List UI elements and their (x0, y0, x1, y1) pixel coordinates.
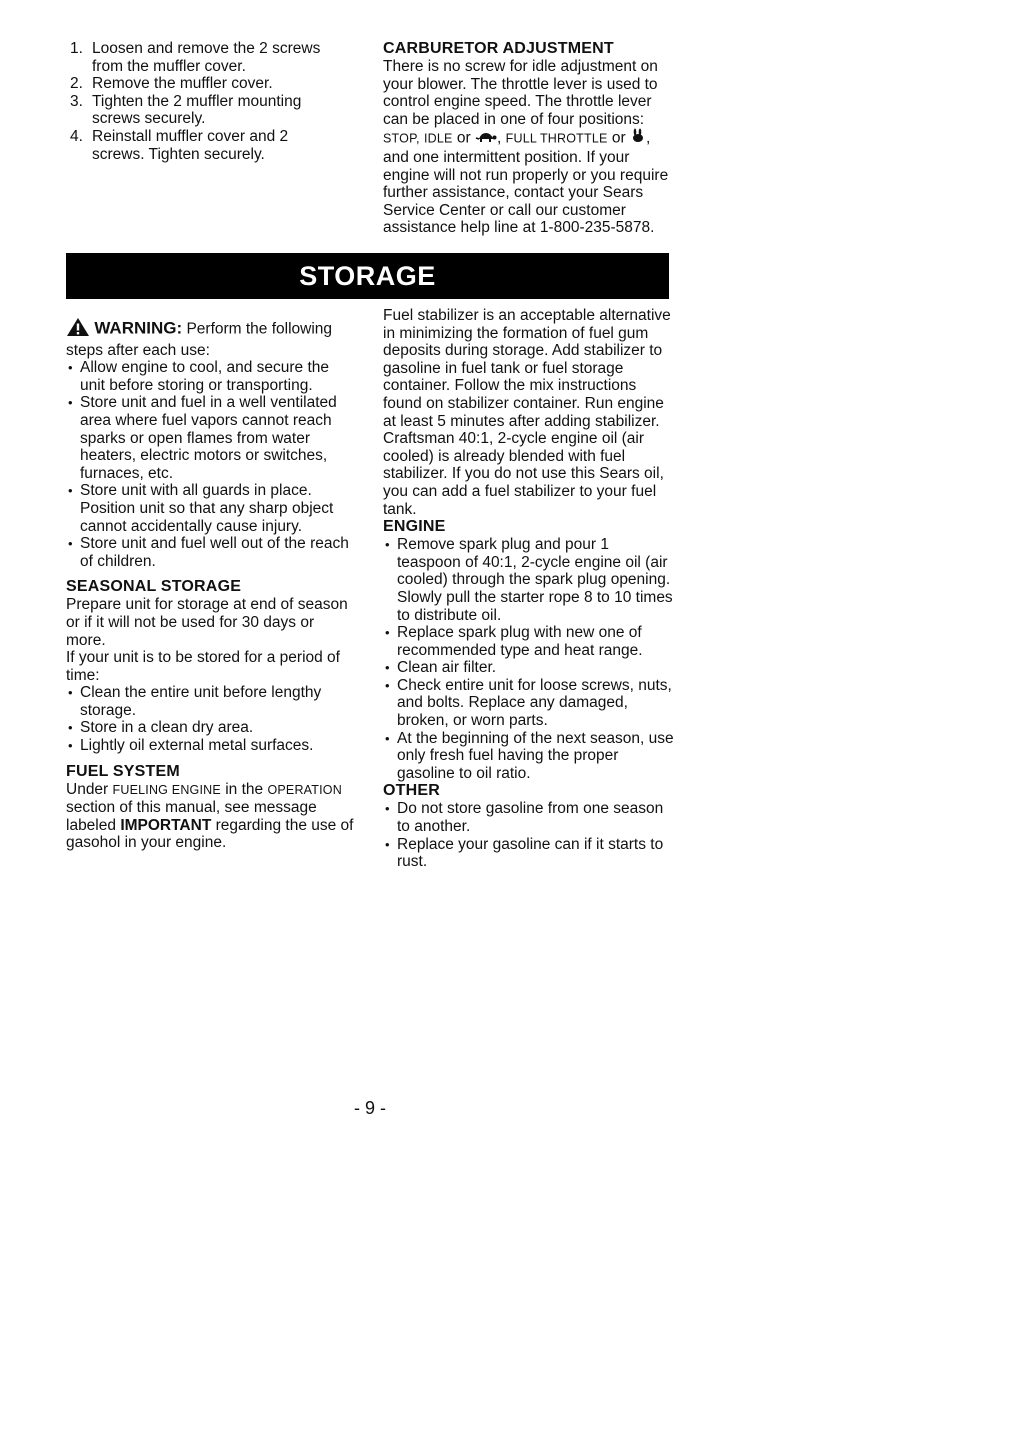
storage-banner: STORAGE (66, 253, 669, 299)
engine-heading: ENGINE (383, 518, 446, 536)
seasonal-para-2: If your unit is to be stored for a period of time: (66, 649, 340, 684)
list-item: • Clean the entire unit before lengthy storage. (66, 684, 358, 719)
list-item: • Replace your gasoline can if it starts to rust. (383, 836, 675, 871)
seasonal-para-1: Prepare unit for storage at end of season or if it will not be used for 30 days or more. (66, 596, 348, 649)
right-column (383, 307, 675, 871)
list-item: 4. Reinstall muffler cover and 2 screws. Tighten securely. (70, 127, 289, 163)
stop-label: STOP, (383, 131, 420, 146)
list-item: • Remove spark plug and pour 1 teaspoon of 40:1, 2-cycle engine oil (air cooled) through the spark plug opening. Slowly pull the starter rope 8 to 10 times to distribute oil. (383, 536, 675, 624)
seasonal-list (66, 684, 358, 754)
stabilizer-text: Fuel stabilizer is an acceptable alternative in minimizing the formation of fuel gum deposits during storage. Add stabilizer to gasoline in fuel tank or fuel storage container. Follow the mix instructions found on stabilizer container. Run engine at least 5 minutes after adding stabilizer. Craftsman 40:1, 2-cycle engine oil (air cooled) is already blended with fuel stabilizer. If you do not use this Sears oil, you can add a fuel stabilizer to your fuel tank. (383, 307, 671, 518)
list-item: 2. Remove the muffler cover. (70, 75, 273, 93)
carburetor-heading: CARBURETOR ADJUSTMENT (383, 40, 614, 57)
other-heading: OTHER (383, 782, 440, 800)
warning-list (66, 359, 358, 570)
seasonal-heading: SEASONAL STORAGE (66, 578, 242, 596)
list-item: • Check entire unit for loose screws, nuts, and bolts. Replace any damaged, broken, or worn parts. (383, 677, 675, 730)
list-item: • Lightly oil external metal surfaces. (66, 737, 358, 755)
carburetor-section (383, 40, 675, 237)
warning-label: WARNING: (94, 318, 183, 338)
engine-list (383, 536, 675, 782)
carburetor-text: There is no screw for idle adjustment on your blower. The throttle lever is used to control engine speed. The throttle lever can be placed in one of four positions: STOP, IDLE or , FULL THROTTLE or , and one intermittent position. If your engine will not run properly or you require further assistance, contact your Sears Service Center or call our customer assistance help line at 1-800-235-5878. (383, 58, 669, 237)
turtle-icon (475, 130, 497, 148)
list-item: • Store unit and fuel well out of the reach of children. (66, 535, 358, 570)
list-item: • Replace spark plug with new one of recommended type and heat range. (383, 624, 675, 659)
list-item: 1. Loosen and remove the 2 screws from the muffler cover. (70, 40, 321, 75)
rabbit-icon (630, 128, 646, 149)
list-item: • At the beginning of the next season, use only fresh fuel having the proper gasoline to oil ratio. (383, 730, 675, 783)
other-list (383, 800, 675, 870)
muffler-steps-list (66, 40, 344, 163)
list-item: • Store unit with all guards in place. Position unit so that any sharp object cannot accidentally cause injury. (66, 482, 358, 535)
left-column (66, 317, 358, 852)
list-item: • Allow engine to cool, and secure the unit before storing or transporting. (66, 359, 358, 394)
list-item: • Clean air filter. (383, 659, 675, 677)
list-item: 3. Tighten the 2 muffler mounting screws securely. (70, 92, 302, 128)
list-item: • Store in a clean dry area. (66, 719, 358, 737)
warning-triangle-icon (66, 317, 90, 342)
page-number: - 9 - (353, 1098, 386, 1118)
fuel-system-heading: FUEL SYSTEM (66, 762, 180, 780)
warning-block: WARNING: Perform the following steps after each use: (66, 318, 333, 359)
full-throttle-label: FULL THROTTLE (505, 131, 608, 146)
idle-label: IDLE (423, 131, 453, 146)
list-item: • Store unit and fuel in a well ventilated area where fuel vapors cannot reach sparks or open flames from water heaters, electric motors or switches, furnaces, etc. (66, 394, 358, 482)
list-item: • Do not store gasoline from one season to another. (383, 800, 675, 835)
muffler-steps-section (66, 40, 344, 163)
fuel-system-text: Under FUELING ENGINE in the OPERATION section of this manual, see message labeled IMPORTANT regarding the use of gasohol in your engine. (66, 780, 354, 852)
